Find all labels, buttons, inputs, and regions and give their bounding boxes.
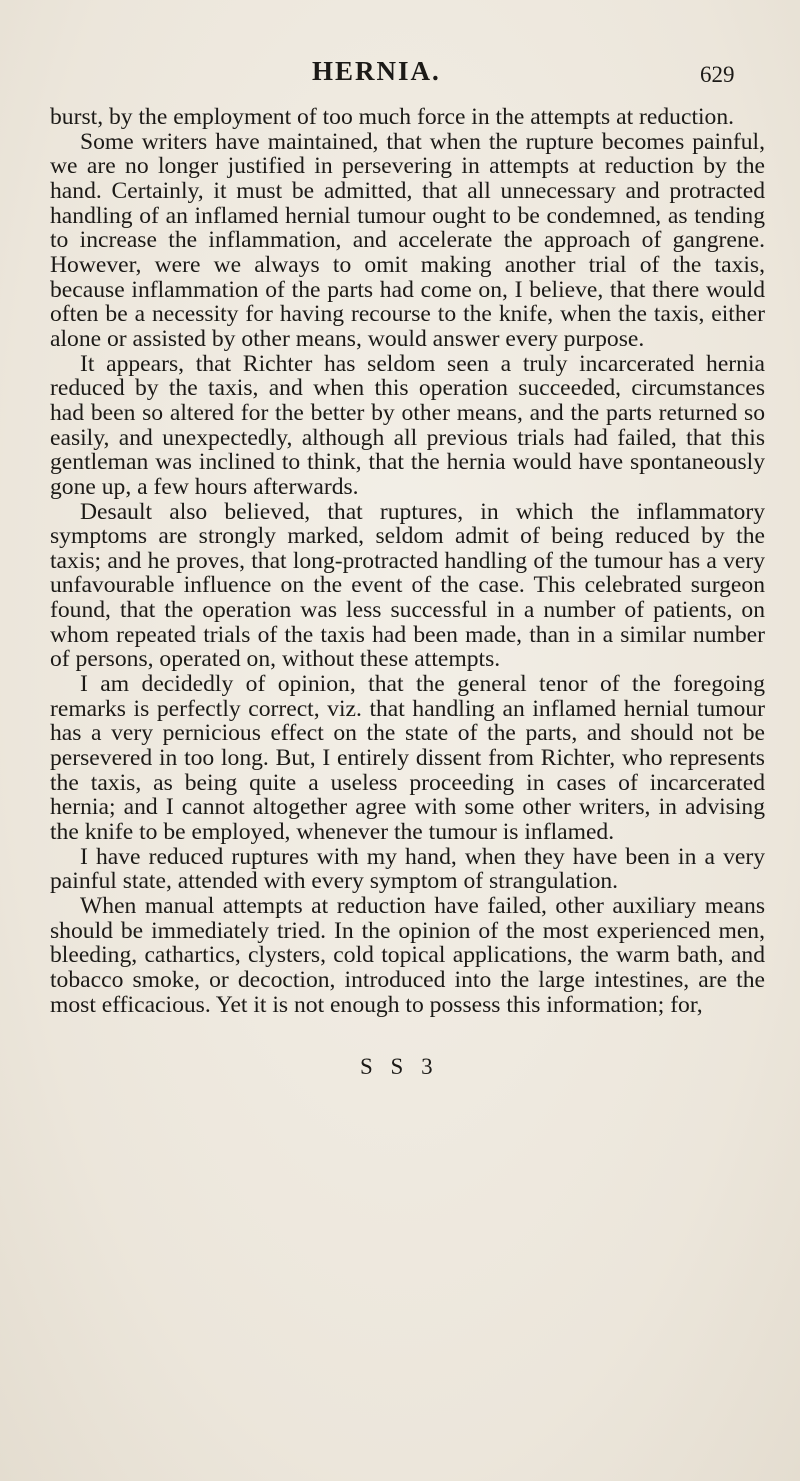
page-number: 629 [700, 62, 735, 87]
paragraph-richter: It appears, that Richter has seldom seen a truly incarcerated hernia reduced by the taxis, and when this operation succeeded, circumstances had been so altered for the better by other means, and the parts returned so easily, and unexpectedly, although all previous trials had failed, that this gentleman was inclined to think, that the hernia would have spontaneously gone up, a few hours afterwards. [50, 350, 765, 500]
paragraph-continuation: burst, by the employment of too much force in the attempts at reduction. [50, 104, 735, 130]
paragraph-writers-maintained: Some writers have maintained, that when the rupture becomes painful, we are no longer justified in persevering in attempts at reduction by the hand. Certainly, it must be admitted, that all unnecessary and protracted handling of an inflamed hernial tumour ought to be condemned, as tending to increase the inflammation, and accelerate the approach of gangrene. However, were we always to omit making another trial of the taxis, because inflammation of the parts had come on, I believe, that there would often be a necessity for having recourse to the knife, when the taxis, either alone or assisted by other means, would answer every purpose. [50, 128, 765, 352]
signature-mark: S S 3 [360, 1054, 439, 1079]
running-head [0, 52, 800, 92]
body-text [50, 105, 765, 1017]
paragraph-auxiliary-means: When manual attempts at reduction have failed, other auxiliary means should be immediately tried. In the opinion of the most experienced men, bleeding, cathartics, clysters, cold topical applications, the warm bath, and tobacco smoke, or decoction, introduced into the large intestines, are the most efficacious. Yet it is not enough to possess this information; for, [50, 893, 765, 1018]
paragraph-reduced-ruptures: I have reduced ruptures with my hand, when they have been in a very painful state, attended with every symptom of strangulation. [50, 843, 765, 895]
paragraph-opinion: I am decidedly of opinion, that the general tenor of the foregoing remarks is perfectly correct, viz. that handling an inflamed hernial tumour has a very pernicious effect on the state of the parts, and should not be persevered in too long. But, I entirely dissent from Richter, who represents the taxis, as being quite a useless proceeding in cases of incarcerated hernia; and I cannot altogether agree with some other writers, in advising the knife to be employed, whenever the tumour is inflamed. [50, 671, 765, 846]
running-head-title: HERNIA. [312, 56, 441, 86]
paragraph-desault: Desault also believed, that ruptures, in which the inflammatory symptoms are strongly marked, seldom admit of being reduced by the taxis; and he proves, that long-protracted handling of the tumour has a very unfavourable influence on the event of the case. This celebrated surgeon found, that the operation was less successful in a number of patients, on whom repeated trials of the taxis had been made, than in a similar number of persons, operated on, without these attempts. [50, 498, 765, 673]
